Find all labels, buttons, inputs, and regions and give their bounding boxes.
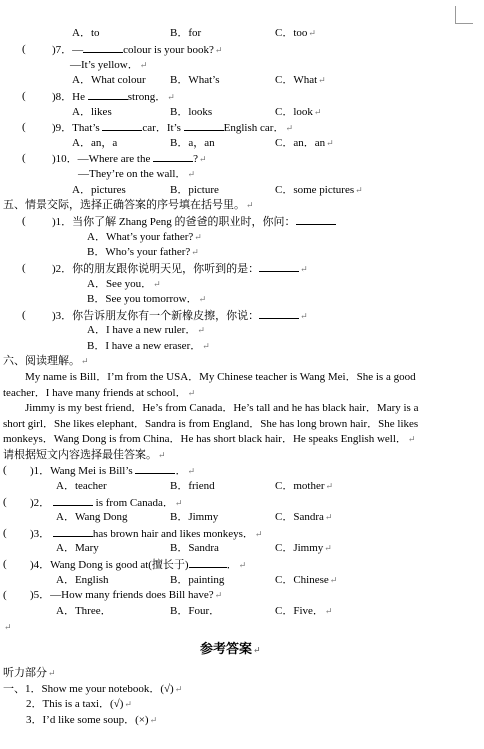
answer-bracket-open: ( — [22, 43, 26, 55]
answer-bracket-open: ( — [22, 90, 26, 102]
option-a: A．What colour — [72, 74, 146, 86]
option-a: A．I have a new ruler．↵ — [87, 324, 205, 336]
option-a: A．likes — [72, 106, 112, 118]
option-c: C．too↵ — [275, 27, 316, 39]
dialogue-line: —They’re on the wall．↵ — [78, 168, 195, 180]
option-c: C．What↵ — [275, 74, 326, 86]
question-2: )2． is from Canada．↵ — [30, 497, 183, 509]
option-a: A．teacher — [56, 480, 107, 492]
answer-bracket-open: ( — [3, 464, 7, 476]
answer-section-label: 听力部分↵ — [3, 667, 56, 679]
option-c: C．an．an↵ — [275, 137, 334, 149]
passage-line: short girl．She likes elephant．Sandra is from England．She has long brown hair．She likes — [3, 418, 419, 430]
option-b: B．friend — [170, 480, 215, 492]
option-b: B．Four． — [170, 605, 221, 617]
option-c: C．Chinese↵ — [275, 574, 338, 586]
option-b: B．picture — [170, 184, 219, 196]
question-9: )9．That’s car．It’s English car．↵ — [52, 122, 293, 134]
option-a: A．English — [56, 574, 109, 586]
option-a: A．an，a — [72, 137, 118, 149]
option-b: B．painting — [170, 574, 225, 586]
answer-key-title: 参考答案↵ — [200, 641, 261, 656]
option-c: C．some pictures↵ — [275, 184, 363, 196]
question-3: )3． has brown hair and likes monkeys．↵ — [30, 528, 263, 540]
answer-line: 2．This is a taxi．(√)↵ — [26, 698, 132, 710]
option-b: B．Jimmy — [170, 511, 219, 523]
question-1: )1．Wang Mei is Bill’s ．↵ — [30, 465, 195, 477]
passage-line: teacher．I have many friends at school．↵ — [3, 387, 196, 399]
question-1: )1．当你了解 Zhang Peng 的爸爸的职业时，你问： — [52, 214, 336, 229]
answer-bracket-open: ( — [3, 496, 7, 508]
option-c: C．look↵ — [275, 106, 322, 118]
option-b: B．looks — [170, 106, 213, 118]
option-b: B．for — [170, 27, 202, 39]
answer-bracket-open: ( — [22, 152, 26, 164]
passage-line: My name is Bill．I’m from the USA．My Chinese teacher is Wang Mei．She is a good — [25, 371, 416, 383]
passage-line: Jimmy is my best friend．He’s from Canada．He’s tall and he has black hair．Mary is a — [25, 402, 419, 414]
option-a: A．Wang Dong — [56, 511, 128, 523]
option-b: B．What’s — [170, 74, 220, 86]
question-4: )4．Wang Dong is good at(擅长于) ．↵ — [30, 559, 247, 571]
answer-bracket-open: ( — [3, 558, 7, 570]
answer-bracket-open: ( — [22, 309, 26, 321]
option-a: A．pictures — [72, 184, 126, 196]
option-a: A．Three． — [56, 605, 112, 617]
question-3: )3．你告诉朋友你有一个新橡皮擦，你说： ↵ — [52, 310, 308, 322]
option-c: C．Five．↵ — [275, 605, 333, 617]
page-corner-mark — [455, 6, 473, 24]
question-8: )8．He strong．↵ — [52, 91, 175, 103]
option-a: A．Mary — [56, 542, 99, 554]
empty-paragraph: ↵ — [4, 622, 12, 632]
section-heading: 六、阅读理解。↵ — [3, 355, 89, 367]
option-a: A．See you．↵ — [87, 278, 161, 290]
option-a: A．to — [72, 27, 100, 39]
option-b: B．Who’s your father?↵ — [87, 246, 199, 258]
option-c: C．mother↵ — [275, 480, 334, 492]
option-c: C．Jimmy↵ — [275, 542, 332, 554]
option-a: A．What’s your father?↵ — [87, 231, 202, 243]
option-b: B．I have a new eraser．↵ — [87, 340, 210, 352]
question-7: )7．— colour is your book?↵ — [52, 44, 223, 56]
passage-line: monkeys．Wang Dong is from China．He has short black hair．He speaks English well．↵ — [3, 433, 416, 445]
question-10: )10．—Where are the ?↵ — [52, 153, 207, 165]
option-b: B．See you tomorrow．↵ — [87, 293, 207, 305]
answer-bracket-open: ( — [22, 262, 26, 274]
dialogue-line: —It’s yellow．↵ — [70, 59, 148, 71]
question-2: )2．你的朋友跟你说明天见，你听到的是： ↵ — [52, 263, 308, 275]
answer-bracket-open: ( — [3, 589, 7, 601]
question-5: )5．—How many friends does Bill have?↵ — [30, 589, 223, 601]
answer-line: 3．I’d like some soup．(×)↵ — [26, 714, 158, 726]
option-b: B．a，an — [170, 137, 215, 149]
answer-bracket-open: ( — [22, 121, 26, 133]
answer-bracket-open: ( — [3, 527, 7, 539]
answer-bracket-open: ( — [22, 215, 26, 227]
option-c: C．Sandra↵ — [275, 511, 333, 523]
answer-line: 一、1．Show me your notebook．(√)↵ — [3, 683, 183, 695]
section-heading: 五、情景交际，选择正确答案的序号填在括号里。↵ — [3, 199, 254, 211]
option-b: B．Sandra — [170, 542, 219, 554]
instruction: 请根据短文内容选择最佳答案。↵ — [3, 449, 166, 461]
